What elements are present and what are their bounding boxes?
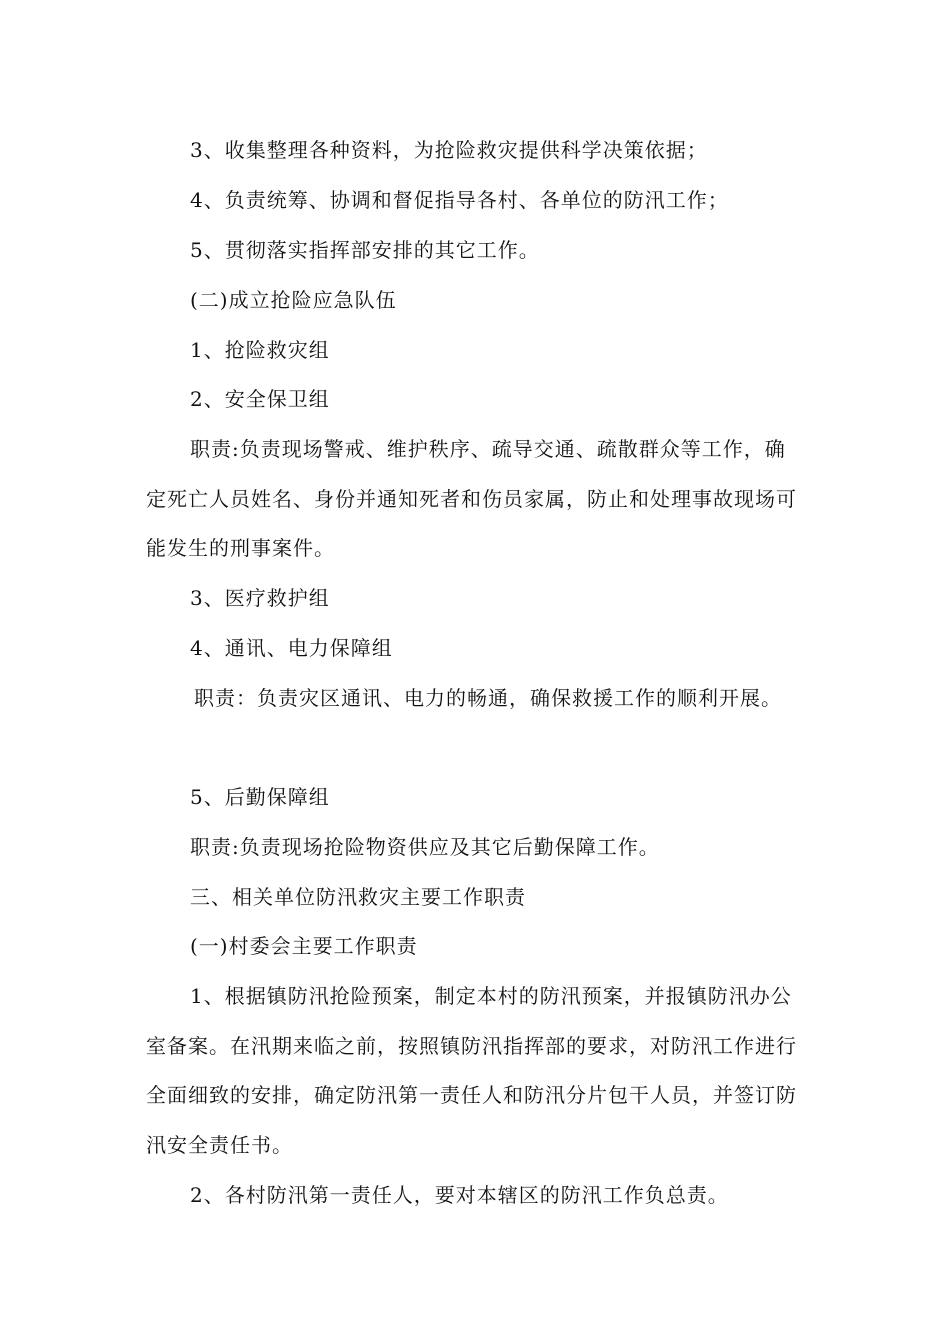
paragraph-team-5: 5、后勤保障组 <box>190 785 330 809</box>
paragraph-2: 4、负责统筹、协调和督促指导各村、各单位的防汛工作； <box>190 188 729 212</box>
paragraph-team-4: 4、通讯、电力保障组 <box>190 636 393 660</box>
paragraph-team-2: 2、安全保卫组 <box>190 387 330 411</box>
paragraph-village-duty-2: 2、各村防汛第一责任人，要对本辖区的防汛工作负总责。 <box>190 1183 729 1207</box>
paragraph-team-3: 3、医疗救护组 <box>190 586 330 610</box>
paragraph-1: 3、收集整理各种资料，为抢险救灾提供科学决策依据； <box>190 138 708 162</box>
paragraph-village-duty-1: 1、根据镇防汛抢险预案，制定本村的防汛预案，并报镇防汛办公室备案。在汛期来临之前，按照镇防汛指挥部的要求，对防汛工作进行全面细致的安排，确定防汛第一责任人和防汛分片包干人员，并签订防汛安全责任书。 <box>146 984 797 1157</box>
section-heading-3: 三、相关单位防汛救灾主要工作职责 <box>190 885 526 909</box>
paragraph-duty-logistics: 职责:负责现场抢险物资供应及其它后勤保障工作。 <box>190 835 660 859</box>
paragraph-duty-communication: 职责：负责灾区通讯、电力的畅通，确保救援工作的顺利开展。 <box>194 686 782 710</box>
section-heading-2: (二)成立抢险应急队伍 <box>190 288 397 312</box>
section-heading-village: (一)村委会主要工作职责 <box>190 934 418 958</box>
paragraph-duty-security: 职责:负责现场警戒、维护秩序、疏导交通、疏散群众等工作，确定死亡人员姓名、身份并通知死者和伤员家属，防止和处理事故现场可能发生的刑事案件。 <box>146 437 797 560</box>
paragraph-3: 5、贯彻落实指挥部安排的其它工作。 <box>190 238 540 262</box>
paragraph-team-1: 1、抢险救灾组 <box>190 338 330 362</box>
